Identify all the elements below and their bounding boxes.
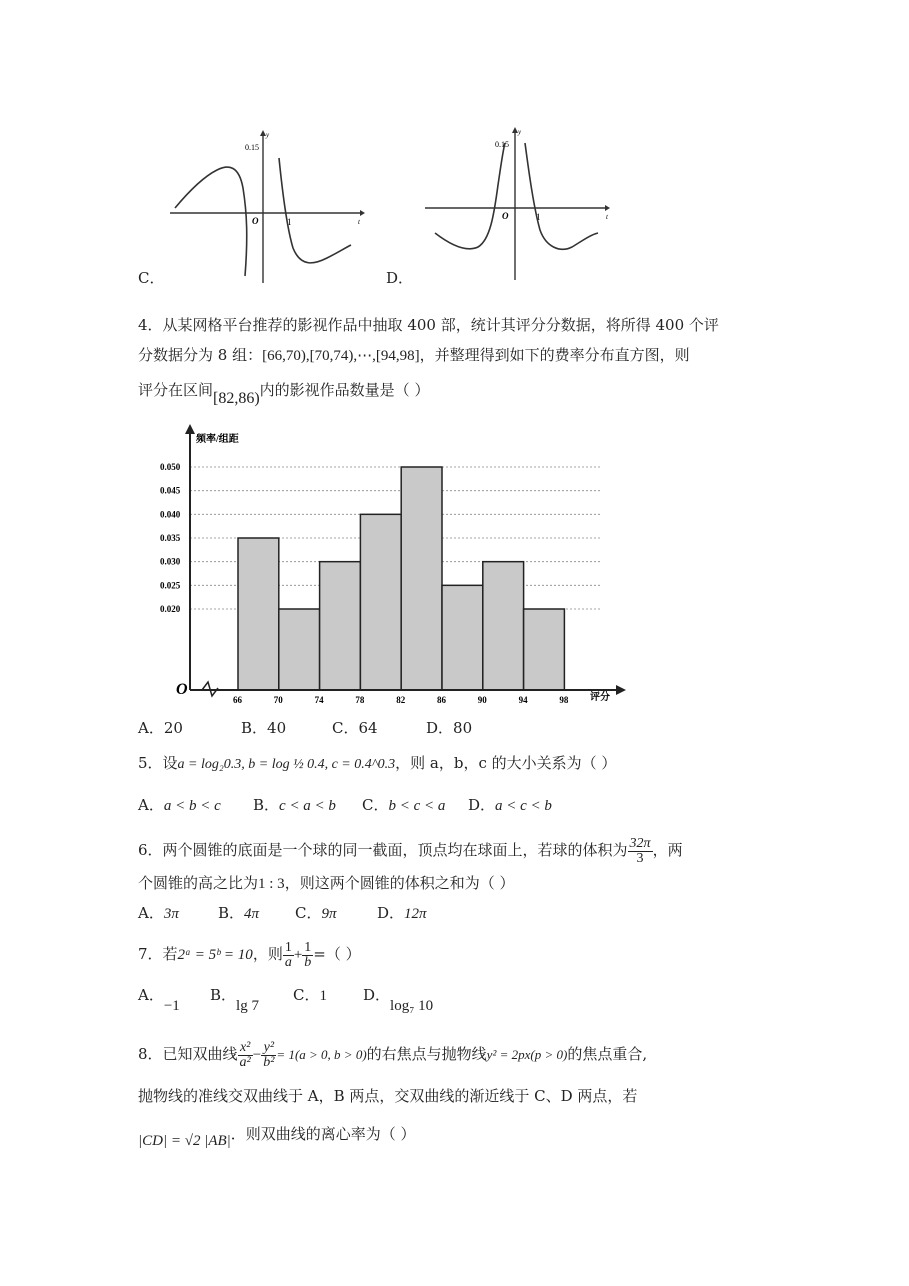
q7-option-b[interactable]: B．lg 7 — [210, 986, 259, 1014]
x-tick-label: 86 — [437, 695, 446, 705]
origin-label: O — [502, 211, 509, 221]
y-tick-label: 0.050 — [160, 462, 181, 472]
option-d-label: D． — [386, 269, 414, 287]
y-tick-label: 0.15 — [495, 140, 509, 149]
histogram-bar — [279, 609, 320, 690]
histogram-bar — [483, 562, 524, 690]
q4-interval-82-86: [82,86) — [213, 390, 260, 407]
q7-stem: 7．若2ᵃ = 5ᵇ = 10，则 $\frac{1}{a}$ + $\frac{1}{b}$ =（ ） — [138, 939, 361, 970]
q8-cd-ab-relation: |CD| = √2 |AB| — [138, 1133, 231, 1149]
x-axis-label: t — [358, 218, 360, 226]
q5-option-c[interactable]: C．b < c < a — [362, 796, 446, 814]
q7-option-c[interactable]: C．1 — [293, 986, 327, 1004]
q5-definitions: a = log₂0.3, b = log ½ 0.4, c = 0.4^0.3 — [177, 757, 396, 772]
y-axis-label: 频率/组距 — [196, 434, 239, 445]
x-axis-label: 评分 — [590, 692, 610, 703]
q4-option-c[interactable]: C．64 — [332, 719, 378, 737]
graph-option-d — [420, 125, 615, 285]
q8-line-1: 8．已知双曲线 $\frac{\text{x²}}{\text{a²}}$ − $\frac{\text{y²}}{\text{b²}}$ = 1(a > 0, b > 0)的右焦点与抛物线y² = 2px(p > 0)的焦点重合, — [138, 1039, 648, 1070]
q8-parabola: y² = 2px(p > 0) — [486, 1047, 568, 1062]
q5-option-d[interactable]: D．a < c < b — [468, 796, 552, 814]
curve-right — [525, 143, 598, 249]
x-tick-label: 78 — [355, 695, 365, 705]
x-axis-arrow — [605, 205, 610, 211]
histogram-bar — [401, 467, 442, 690]
q6-option-b[interactable]: B．4π — [218, 904, 260, 922]
y-tick-label: 0.15 — [245, 143, 259, 152]
x-tick-label: 82 — [396, 695, 406, 705]
option-c-label: C． — [138, 269, 165, 287]
origin-label: O — [252, 216, 259, 226]
y-tick-label: 0.040 — [160, 509, 181, 520]
curve-left — [175, 167, 247, 276]
x-tick-label: 1 — [536, 212, 541, 222]
y-tick-label: 0.045 — [160, 485, 181, 496]
q7-condition: 2ᵃ = 5ᵇ = 10 — [177, 947, 253, 963]
x-tick-label: 74 — [314, 695, 324, 705]
q4-line-3: 评分在区间[82,86)内的影视作品数量是（ ） — [138, 381, 430, 407]
x-axis-arrow — [360, 210, 365, 216]
x-tick-label: 1 — [287, 217, 292, 227]
y-tick-label: 0.035 — [160, 533, 181, 543]
q4-option-a[interactable]: A．20 — [138, 719, 183, 737]
q6-option-c[interactable]: C．9π — [295, 904, 337, 922]
q8-hyperbola-cond: = 1(a > 0, b > 0) — [276, 1047, 367, 1062]
histogram-chart — [160, 420, 640, 710]
q8-frac-y: $\frac{\text{y²}}{\text{b²}}$ — [263, 1039, 275, 1070]
graph-option-c — [165, 128, 365, 288]
q6-line-2: 个圆锥的高之比为1 : 3，则这两个圆锥的体积之和为（ ） — [138, 874, 515, 892]
q8-frac-x: $\frac{\text{x²}}{\text{a²}}$ — [239, 1039, 251, 1070]
curve-left — [435, 143, 505, 249]
q8-line-2: 抛物线的准线交双曲线于 A，B 两点，交双曲线的渐近线于 C、D 两点，若 — [138, 1087, 638, 1105]
q5-stem: 5．设a = log₂0.3, b = log ½ 0.4, c = 0.4^0.3，则 a，b，c 的大小关系为（ ） — [138, 754, 617, 772]
q5-option-b[interactable]: B．c < a < b — [253, 796, 336, 814]
x-axis-arrow — [616, 685, 626, 695]
y-tick-label: 0.025 — [160, 580, 181, 591]
q7-option-a[interactable]: A．−1 — [138, 986, 180, 1014]
q6-option-d[interactable]: D．12π — [377, 904, 427, 922]
q4-line-2: 分数据分为 8 组：[66,70),[70,74),⋯,[94,98]，并整理得到如下的费率分布直方图，则 — [138, 346, 690, 364]
y-tick-label: 0.020 — [160, 604, 181, 614]
q6-sphere-volume: $\frac{32\pi}{3}$ — [629, 835, 651, 866]
histogram-bar — [442, 585, 483, 690]
q6-height-ratio: 1 : 3 — [258, 876, 285, 892]
q7-frac-2: $\frac{1}{b}$ — [304, 939, 312, 970]
x-tick-label: 90 — [477, 695, 487, 705]
q4-option-d[interactable]: D．80 — [426, 719, 473, 737]
y-axis-label: y — [266, 131, 270, 139]
q4-option-b[interactable]: B．40 — [241, 719, 287, 737]
q4-line-1: 4．从某网格平台推荐的影视作品中抽取 400 部，统计其评分分数据，将所得 400 个评 — [138, 316, 719, 334]
y-axis-arrow — [185, 424, 195, 434]
x-tick-label: 66 — [233, 695, 242, 705]
y-axis-label: y — [518, 128, 522, 136]
q8-line-3: |CD| = √2 |AB|．则双曲线的离心率为（ ） — [138, 1125, 416, 1149]
q7-option-d[interactable]: D．log₇ 10 — [363, 986, 434, 1014]
q6-option-a[interactable]: A．3π — [138, 904, 179, 922]
q7-frac-1: $\frac{1}{a}$ — [284, 939, 292, 970]
curve-right — [279, 158, 351, 263]
origin-label: O — [176, 681, 188, 698]
histogram-bar — [320, 562, 361, 690]
histogram-bar — [360, 514, 401, 690]
q5-option-a[interactable]: A．a < b < c — [138, 796, 221, 814]
q6-line-1: 6．两个圆锥的底面是一个球的同一截面，顶点均在球面上，若球的体积为 $\frac{32\pi}{3}$ ，两 — [138, 835, 683, 866]
x-tick-label: 98 — [559, 695, 569, 705]
x-tick-label: 70 — [273, 695, 283, 705]
histogram-bar — [238, 538, 279, 690]
x-tick-label: 94 — [518, 695, 528, 705]
y-tick-label: 0.030 — [160, 556, 181, 567]
x-axis-label: t — [606, 213, 608, 221]
q4-intervals: [66,70),[70,74),⋯,[94,98] — [262, 348, 420, 364]
histogram-bar — [524, 609, 565, 690]
